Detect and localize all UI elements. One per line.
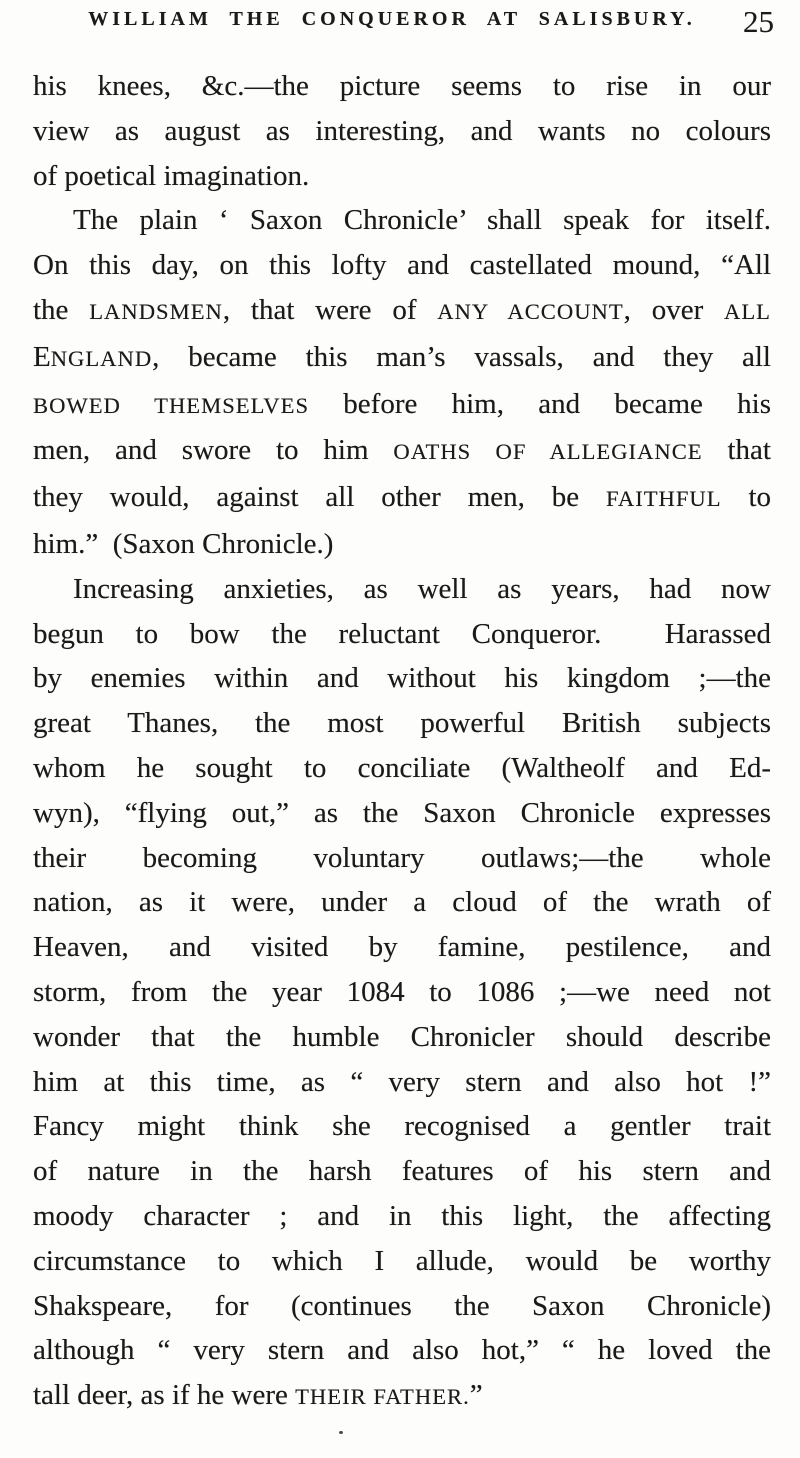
ink-speck: [339, 1431, 343, 1434]
text-line: [33, 567, 771, 612]
page-number: 25: [743, 4, 774, 39]
small-caps-text: ANY ACCOUNT: [437, 298, 624, 324]
text-line: [33, 1284, 771, 1329]
text-line: [33, 1060, 771, 1105]
text-run: him at this time, as “ very stern and also hot !”: [33, 1065, 771, 1098]
text-run: Heaven, and visited by famine, pestilence, and: [33, 931, 771, 964]
text-run: they would, against all other men, be: [33, 481, 606, 514]
text-line: [33, 382, 771, 429]
text-run: men, and swore to him: [33, 434, 394, 467]
text-run: the: [33, 293, 90, 326]
text-run: although “ very stern and also hot,” “ he loved the: [33, 1334, 771, 1367]
text-line: [33, 64, 771, 109]
text-line: [33, 154, 771, 199]
text-line: [33, 1194, 771, 1239]
text-run: wyn), “flying out,” as the Saxon Chronicle expresses: [33, 796, 771, 829]
text-line: [33, 1239, 771, 1284]
text-line: [33, 925, 771, 970]
page-header: [36, 4, 774, 50]
text-line: [33, 1104, 771, 1149]
text-run: his knees, &c.—the picture seems to rise in our: [33, 70, 771, 102]
text-line: [33, 1149, 771, 1194]
text-line: [33, 701, 771, 746]
text-run: before him, and became his: [309, 387, 771, 420]
text-block: [33, 64, 771, 1420]
text-run: him.” (Saxon Chronicle.): [33, 527, 334, 560]
text-run: wonder that the humble Chronicler should describe: [33, 1020, 771, 1053]
text-run: whom he sought to conciliate (Waltheolf and Ed-: [33, 751, 771, 784]
text-run: great Thanes, the most powerful British subjects: [33, 707, 771, 740]
text-run: On this day, on this lofty and castellated mound, “All: [33, 249, 771, 282]
text-run: moody character ; and in this light, the affecting: [33, 1199, 771, 1232]
text-run: that: [702, 434, 771, 467]
text-line: [33, 428, 771, 475]
text-line: [33, 288, 771, 335]
small-caps-text: OATHS OF ALLEGIANCE: [393, 439, 703, 465]
text-line: [33, 746, 771, 791]
text-line: [33, 243, 771, 288]
text-run: , over: [623, 293, 725, 326]
text-run: Fancy might think she recognised a gentler trait: [33, 1110, 771, 1143]
small-caps-text: BOWED THEMSELVES: [33, 392, 310, 418]
text-line: [33, 335, 771, 382]
text-line: [33, 109, 771, 154]
small-caps-text: THEIR FATHER.: [295, 1384, 470, 1410]
text-run: The plain ‘ Saxon Chronicle’ shall speak for itself.: [73, 204, 771, 237]
text-line: [33, 970, 771, 1015]
text-run: of nature in the harsh features of his stern and: [33, 1155, 771, 1188]
small-caps-text: ALL: [724, 298, 771, 324]
text-line: [33, 1015, 771, 1060]
text-line: [33, 612, 771, 657]
text-line: [33, 880, 771, 925]
text-line: [33, 791, 771, 836]
text-run: E: [33, 340, 51, 373]
running-title: WILLIAM THE CONQUEROR AT SALISBURY.: [88, 8, 696, 30]
text-run: by enemies within and without his kingdom ;—the: [33, 662, 771, 695]
text-run: begun to bow the reluctant Conqueror. Harassed: [33, 617, 771, 650]
text-run: circumstance to which I allude, would be worthy: [33, 1244, 771, 1277]
small-caps-text: FAITHFUL: [605, 486, 722, 512]
text-run: , became this man’s vassals, and they all: [152, 340, 771, 373]
text-line: [33, 836, 771, 881]
text-run: nation, as it were, under a cloud of the wrath of: [33, 886, 771, 919]
text-line: [33, 656, 771, 701]
text-run: , that were of: [222, 293, 438, 326]
text-line: [33, 1328, 771, 1373]
text-run: view as august as interesting, and wants no colours: [33, 114, 771, 147]
text-run: their becoming voluntary outlaws;—the whole: [33, 841, 771, 874]
text-run: storm, from the year 1084 to 1086 ;—we need not: [33, 975, 771, 1008]
text-run: to: [721, 481, 771, 514]
text-line: [33, 198, 771, 243]
small-caps-text: NGLAND: [50, 345, 153, 371]
text-line: [33, 522, 771, 567]
text-run: Increasing anxieties, as well as years, had now: [73, 572, 771, 605]
text-run: tall deer, as if he were: [33, 1379, 296, 1412]
text-run: Shakspeare, for (continues the Saxon Chronicle): [33, 1289, 771, 1322]
text-line: [33, 475, 771, 522]
small-caps-text: LANDSMEN: [89, 298, 223, 324]
text-line: [33, 1373, 771, 1420]
text-run: of poetical imagination.: [33, 159, 310, 192]
text-run: ”: [469, 1379, 483, 1412]
